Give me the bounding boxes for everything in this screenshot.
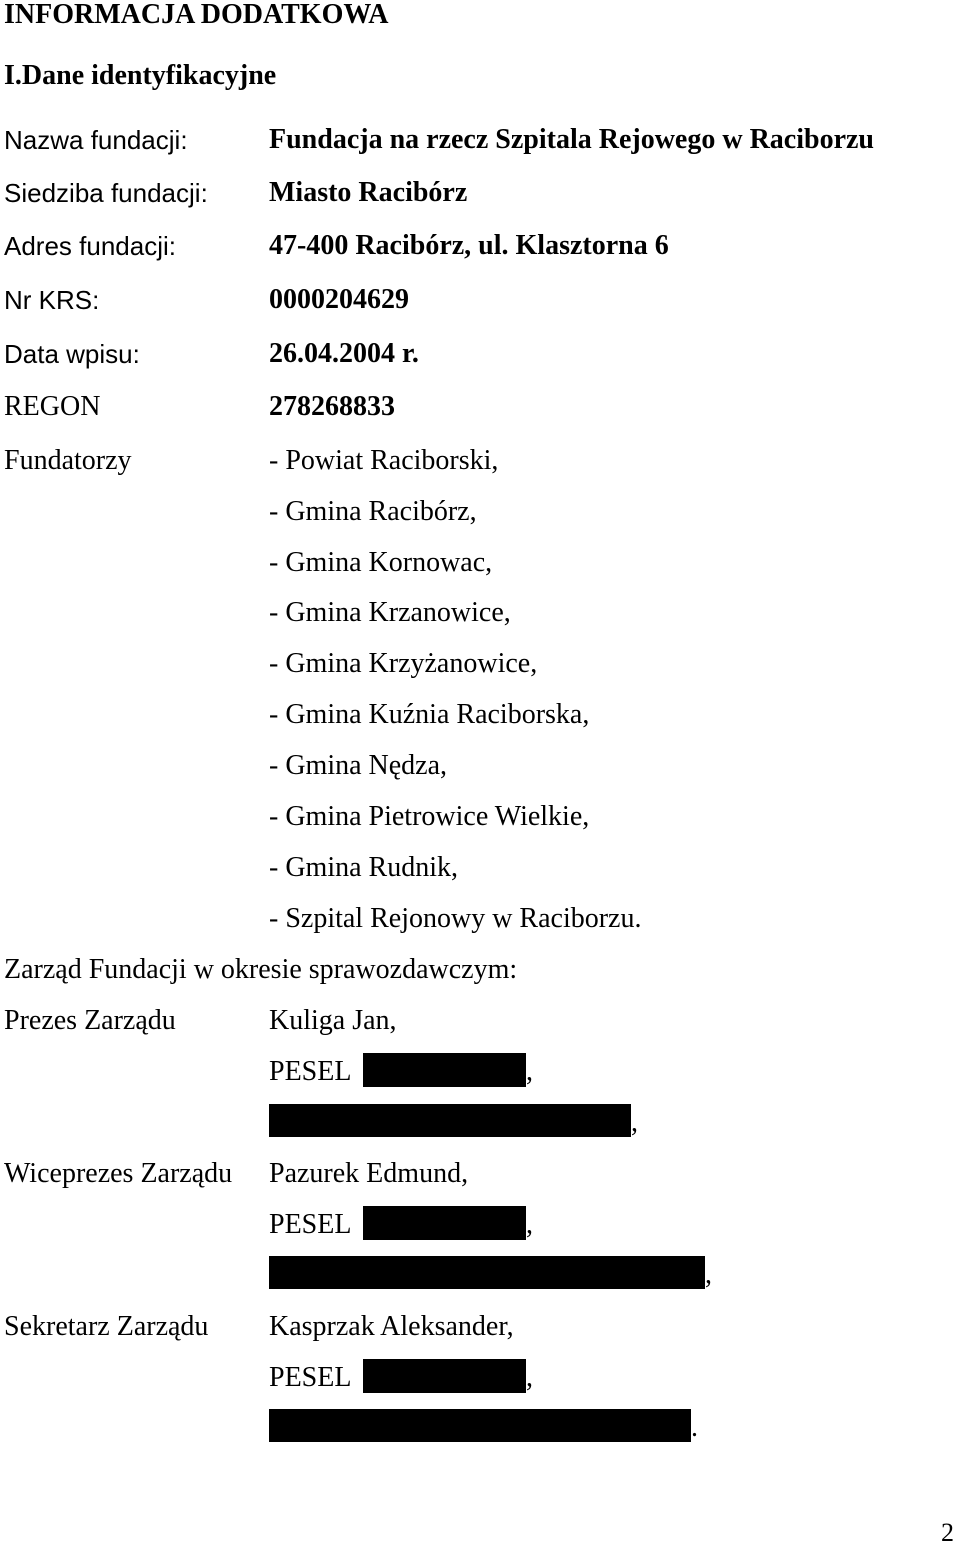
redacted-address xyxy=(269,1409,691,1442)
label-foundation-seat: Siedziba fundacji: xyxy=(4,178,208,208)
value-foundation-seat: Miasto Racibórz xyxy=(269,177,468,208)
founder-item: - Gmina Nędza, xyxy=(269,750,448,781)
founder-item: - Gmina Pietrowice Wielkie, xyxy=(269,801,590,832)
value-foundation-name: Fundacja na rzecz Szpitala Rejowego w Raciborzu xyxy=(269,124,875,155)
address-punctuation: . xyxy=(691,1412,698,1443)
page-number: 2 xyxy=(941,1518,954,1547)
label-foundation-address: Adres fundacji: xyxy=(4,231,176,261)
board-role-vice-president: Wiceprezes Zarządu xyxy=(4,1158,233,1189)
redacted-pesel xyxy=(363,1206,526,1240)
founder-item: - Szpital Rejonowy w Raciborzu. xyxy=(269,903,642,934)
value-krs: 0000204629 xyxy=(269,284,409,315)
label-krs: Nr KRS: xyxy=(4,285,100,315)
board-role-president: Prezes Zarządu xyxy=(4,1005,176,1036)
pesel-label: PESEL xyxy=(269,1056,352,1087)
redacted-address xyxy=(269,1104,631,1137)
redacted-pesel xyxy=(363,1359,526,1393)
address-punctuation: , xyxy=(705,1259,712,1290)
redacted-pesel xyxy=(363,1053,526,1087)
label-founders: Fundatorzy xyxy=(4,445,132,476)
value-entry-date: 26.04.2004 r. xyxy=(269,338,419,369)
board-heading: Zarząd Fundacji w okresie sprawozdawczym: xyxy=(4,954,518,985)
board-member-name: Kasprzak Aleksander, xyxy=(269,1311,514,1342)
board-member-name: Kuliga Jan, xyxy=(269,1005,397,1036)
label-entry-date: Data wpisu: xyxy=(4,339,140,369)
founder-item: - Gmina Racibórz, xyxy=(269,496,477,527)
pesel-label: PESEL xyxy=(269,1209,352,1240)
value-regon: 278268833 xyxy=(269,391,395,422)
label-foundation-name: Nazwa fundacji: xyxy=(4,125,188,155)
pesel-punctuation: , xyxy=(526,1056,533,1087)
redacted-address xyxy=(269,1256,705,1289)
founder-item: - Powiat Raciborski, xyxy=(269,445,499,476)
section-heading: I.Dane identyfikacyjne xyxy=(4,60,277,91)
board-member-name: Pazurek Edmund, xyxy=(269,1158,469,1189)
document-title: INFORMACJA DODATKOWA xyxy=(4,0,389,30)
pesel-label: PESEL xyxy=(269,1362,352,1393)
founder-item: - Gmina Krzyżanowice, xyxy=(269,648,538,679)
pesel-punctuation: , xyxy=(526,1209,533,1240)
label-regon: REGON xyxy=(4,391,101,422)
founder-item: - Gmina Rudnik, xyxy=(269,852,458,883)
founder-item: - Gmina Krzanowice, xyxy=(269,597,511,628)
address-punctuation: , xyxy=(631,1107,638,1138)
founder-item: - Gmina Kornowac, xyxy=(269,547,493,578)
founder-item: - Gmina Kuźnia Raciborska, xyxy=(269,699,590,730)
pesel-punctuation: , xyxy=(526,1362,533,1393)
board-role-secretary: Sekretarz Zarządu xyxy=(4,1311,209,1342)
value-foundation-address: 47-400 Racibórz, ul. Klasztorna 6 xyxy=(269,230,669,261)
